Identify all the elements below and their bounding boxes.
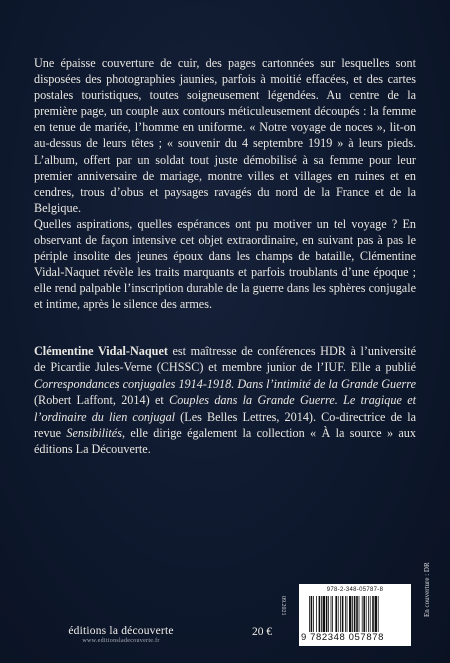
print-code: 09.2021 (280, 596, 286, 616)
blurb-paragraph-2: Quelles aspirations, quelles espérances ont pu motiver un tel voyage ? En observant de façon intensive cet objet extraordinaire, en suivant pas à pas le périple insolite des jeunes époux dans les champs de bataille, Clémentine Vidal-Naquet révèle les traits marquants et parfois troublants d’une époque ; elle rend palpable l’inscription durable de la guerre dans les sphères conjugale et intime, après le silence des armes. (34, 216, 416, 312)
journal-title: Sensibilités (66, 426, 122, 441)
publisher-url: www.editionsladecouverte.fr (82, 638, 160, 644)
cover-credit: En couverture : DR (423, 562, 431, 617)
barcode-box (299, 584, 411, 646)
publisher-name: éditions la découverte (68, 625, 174, 637)
bio-text-1: est maîtresse de conférences HDR à l’université de Picardie Jules-Verne (CHSSC) et membre junior de l’IUF. Elle a publié (34, 344, 416, 375)
bio-text-3: (Les Belles Lettres, 2014). Co-directrice de la revue (34, 409, 416, 441)
bio-text-2: (Robert Laffont, 2014) et (34, 393, 170, 408)
blurb (34, 55, 416, 313)
price: 20 € (252, 626, 273, 638)
book-title-1: Correspondances conjugales 1914-1918. Dans l’intimité de la Grande Guerre (34, 376, 416, 391)
book-title-2: Couples dans la Grande Guerre. Le tragique et l’ordinaire du lien conjugal (34, 393, 416, 424)
barcode-icon (309, 596, 403, 632)
author-name: Clémentine Vidal-Naquet (34, 344, 168, 358)
isbn-label: 978-2-348-05787-8 (326, 587, 384, 593)
publisher-logo (36, 625, 206, 644)
bio-text-4: , elle dirige également la collection « À la source » aux éditions La Découverte. (34, 426, 416, 457)
author-bio (34, 343, 416, 458)
ean-number: 9 782348 057878 (301, 632, 384, 643)
author-bio-paragraph (34, 343, 416, 458)
blurb-paragraph-1: Une épaisse couverture de cuir, des pages cartonnées sur lesquelles sont disposées des photographies jaunies, parfois à moitié effacées, et des cartes postales touristiques, toutes soigneusement légendées. Au centre de la première page, un couple aux contours méticuleusement découpés : la femme en tenue de mariée, l’homme en uniforme. « Notre voyage de noces », lit-on au-dessus de leurs têtes ; « souvenir du 4 septembre 1919 » à leurs pieds. L’album, offert par un soldat tout juste démobilisé à sa femme pour leur premier anniversaire de mariage, montre villes et villages en ruines et en cendres, trous d’obus et paysages ravagés du nord de la France et de la Belgique. (34, 56, 416, 215)
